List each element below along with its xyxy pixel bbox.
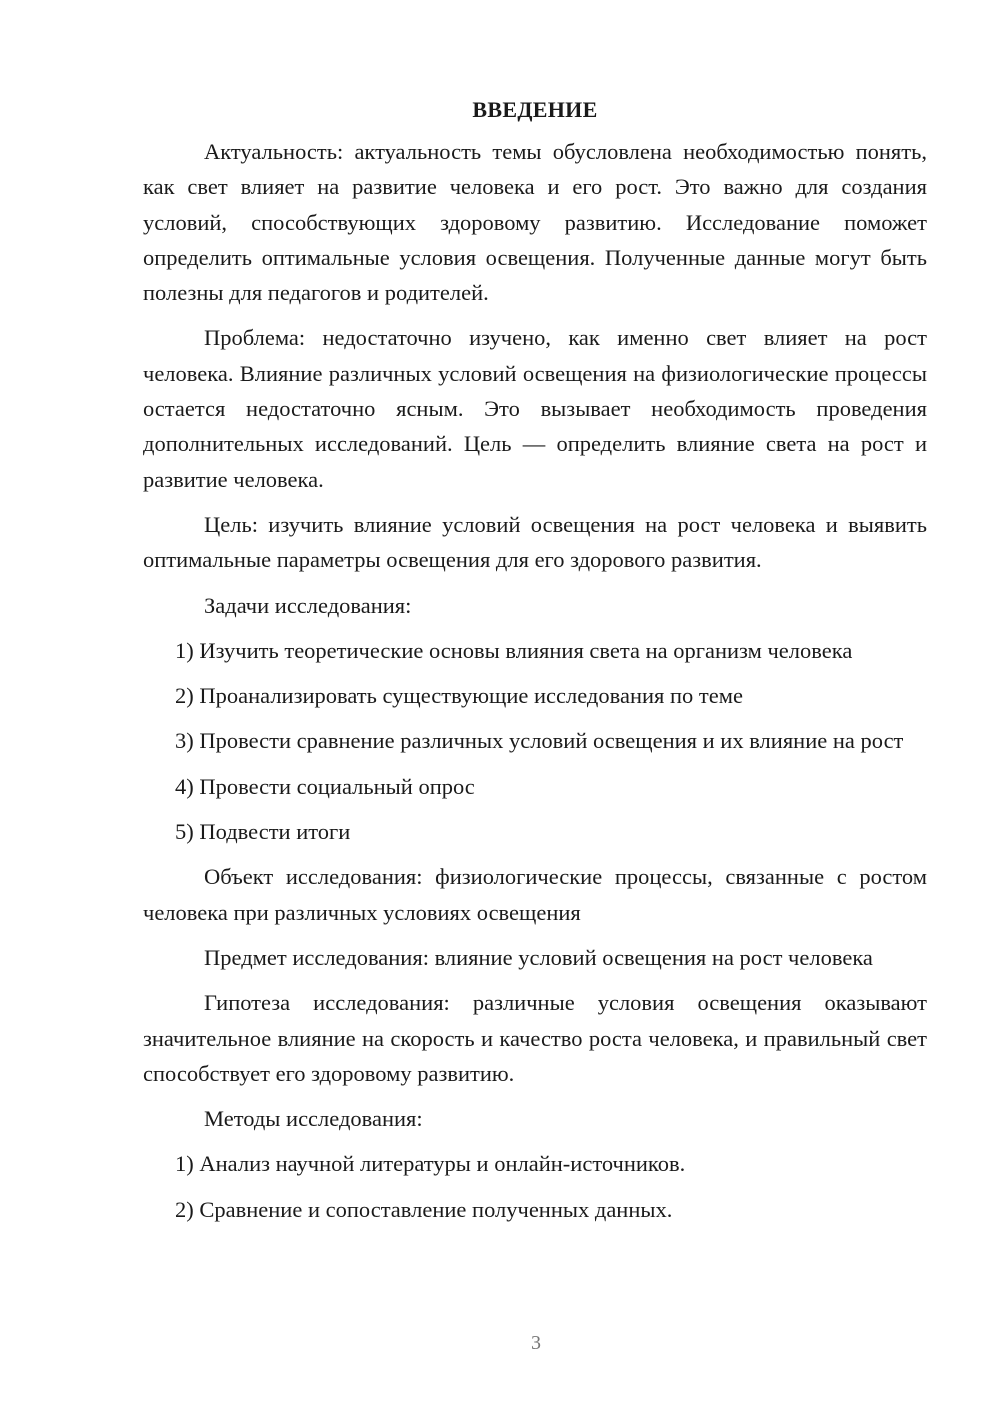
method-item: 2) Сравнение и сопоставление полученных данных.: [175, 1196, 673, 1222]
method-item: 1) Анализ научной литературы и онлайн-источников.: [175, 1151, 686, 1177]
subject-paragraph: Предмет исследования: влияние условий освещения на рост человека: [204, 944, 873, 970]
page-number: 3: [531, 1332, 541, 1354]
task-item: 3) Провести сравнение различных условий освещения и их влияние на рост: [175, 728, 904, 754]
methods-label: Методы исследования:: [204, 1106, 423, 1132]
task-item: 4) Провести социальный опрос: [175, 773, 475, 799]
task-item: 5) Подвести итоги: [175, 819, 351, 845]
task-item: 1) Изучить теоретические основы влияния света на организм человека: [175, 637, 853, 663]
goal-paragraph: Цель: изучить влияние условий освещения на рост человека и выявить оптимальные параметры освещения для его здорового развития.: [143, 511, 927, 573]
tasks-label: Задачи исследования:: [204, 592, 412, 618]
document-body: [143, 88, 927, 1237]
task-item: 2) Проанализировать существующие исследования по теме: [175, 683, 743, 709]
page-title: ВВЕДЕНИЕ: [472, 97, 598, 122]
hypothesis-paragraph: Гипотеза исследования: различные условия освещения оказывают значительное влияние на скорость и качество роста человека, и правильный свет способствует его здоровому развитию.: [143, 990, 927, 1086]
problem-paragraph: Проблема: недостаточно изучено, как именно свет влияет на рост человека. Влияние различных условий освещения на физиологические процессы остается недостаточно ясным. Это вызывает необходимость проведения дополнительных исследований. Цель — определить влияние света на рост и развитие человека.: [143, 325, 927, 492]
relevance-paragraph: Актуальность: актуальность темы обусловлена необходимостью понять, как свет влияет на развитие человека и его рост. Это важно для создания условий, способствующих здоровому развитию. Исследование поможет определить оптимальные условия освещения. Полученные данные могут быть полезны для педагогов и родителей.: [143, 139, 927, 306]
object-paragraph: Объект исследования: физиологические процессы, связанные с ростом человека при различных условиях освещения: [143, 864, 927, 925]
